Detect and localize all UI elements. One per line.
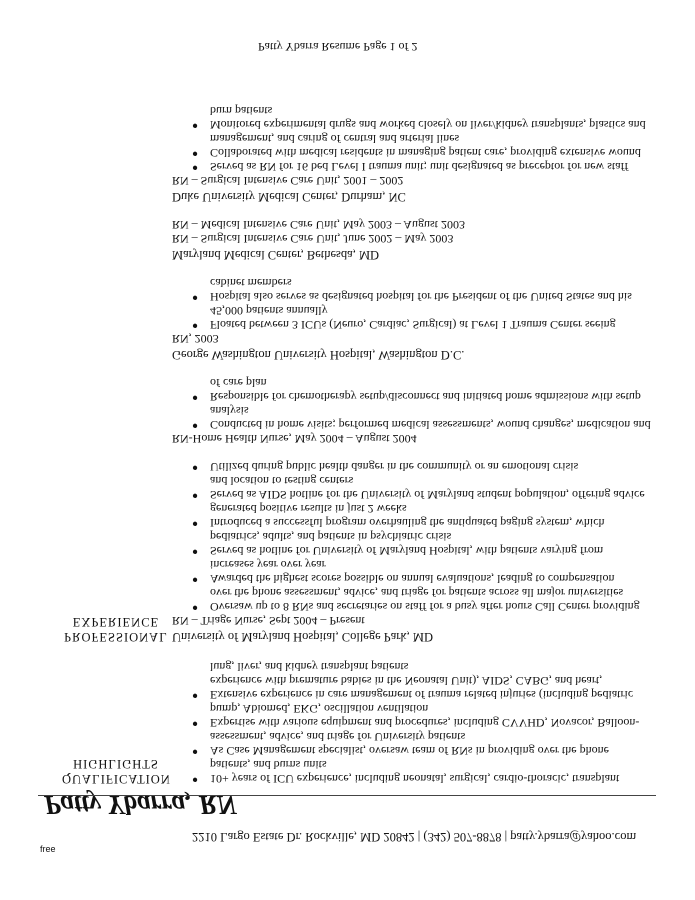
job-bullet: Oversaw up to 8 RNs and secretaries on staff for a busy after hours Call Center providing over the phone assessment, advice, and triage for patients across all major universities [210,586,640,614]
bullet-icon: ● [192,602,199,613]
bullet-icon: ● [192,690,199,701]
bullet-icon: ● [192,392,199,403]
job-bullet: Conducted in home visits; performed medical assessments, wound changes, medication and analysis [210,404,651,432]
section-heading-experience: PROFESSIONAL EXPERIENCE [64,615,168,644]
job-bullet: Awarded the highest scores possible on annual evaluations, leading to compensation increases year over year [210,558,615,586]
employer-gw: George Washington University Hospital, Washington D.C. [172,348,465,362]
employer-duke: Duke University Medical Center, Durham, NC [172,190,406,204]
highlight-item: 10+ years of ICU experience, including neonatal, surgical, cardio-thoracic, transplant patients, and burns units [210,758,620,786]
candidate-name: Patty Ybarra, RN [44,790,237,820]
bullet-icon: ● [192,546,199,557]
bullet-icon: ● [192,746,199,757]
bullet-icon: ● [192,490,199,501]
job-bullet: Responsible for chemotherapy setup/disconnect and initiated home admissions with setup of care plan [210,376,641,404]
section-heading-qualification: QUALIFICATION HIGHLIGHTS [62,757,171,786]
job-title-micu-mmc: RN – Medical Intensive Care Unit, May 2003 – August 2003 [172,218,465,232]
employer-umd: University of Maryland Hospital, College Park, MD [172,630,434,644]
bullet-icon: ● [192,518,199,529]
job-bullet: Served as hotline for University of Maryland Hospital, with patients varying from pediatrics, adults, and patients in psychiatric crisis [210,530,604,558]
bullet-icon: ● [192,292,199,303]
bullet-icon: ● [192,420,199,431]
bullet-icon: ● [192,574,199,585]
contact-line: 2210 Largo Estate Dr. Rockville, MD 20842 | (342) 507-8878 | patty.ybarra@yahoo.com [192,830,637,844]
bullet-icon: ● [192,148,199,159]
employer-maryland-medical: Maryland Medical Center, Bethesda, MD [172,248,380,262]
job-bullet: Floated between 3 ICUs (Neuro, Cardiac, Surgical) at Level 1 Trauma Center seeing 45,000 patients annually [210,304,616,332]
job-bullet: Introduced a successful program overhauling the antiquated paging system, which generated positive results in just 2 weeks [210,502,605,530]
job-title-duke: RN – Surgical Intensive Care Unit, 2001 – 2002 [172,174,404,188]
watermark-label: free [40,844,56,854]
job-bullet: Hospital also serves as designated hospital for the President of the United States and his cabinet members [210,276,632,304]
bullet-icon: ● [192,774,199,785]
job-bullet: Served as RN for 16 bed Level I trauma unit; unit designated as preceptor for new staff [210,160,629,174]
highlight-item: Extensive experience in care management of trauma related injuries (including pediatric experience with premature babies in the Neonatal Unit), AIDS, CABG, and heart, lung, liver, and kidney transplant patients [210,660,634,702]
bullet-icon: ● [192,462,199,473]
bullet-icon: ● [192,320,199,331]
job-bullet: Monitored experimental drugs and worked closely on liver/kidney transplants, plastics and burn patients [210,104,646,132]
highlight-item: Expertise with various equipment and procedures, including CVVHD, Novacor, Balloon- pump, Abiomed, EKG, oscillation ventilation [210,702,640,730]
job-title-home-health: RN-Home Health Nurse, May 2004 – August 2004 [172,432,417,446]
bullet-icon: ● [192,120,199,131]
bullet-icon: ● [192,718,199,729]
header-divider [38,795,656,796]
job-title-gw: RN, 2003 [172,332,219,346]
bullet-icon: ● [192,162,199,173]
page-header: Patty Ybarra Resume Page 1 of 2 [258,40,418,54]
job-bullet: Collaborated with medical residents in managing patient care, providing extensive wound management, and caring of central and arterial lines [210,132,641,160]
highlight-item: As Case Management specialist, oversaw team of RNs in providing over the phone assessment, advice, and triage for University patients [210,730,609,758]
job-title-sicu-mmc: RN – Surgical Intensive Care Unit, June 2002 – May 2003 [172,232,454,246]
job-bullet: Served as AIDS hotline for the University of Maryland student population, offering advice and location to testing centers [210,474,645,502]
job-bullet: Utilized during public health danger in the community or an emotional crisis [210,460,579,474]
job-title-umd: RN – Triage Nurse, Sept 2004 – Present [172,614,365,628]
